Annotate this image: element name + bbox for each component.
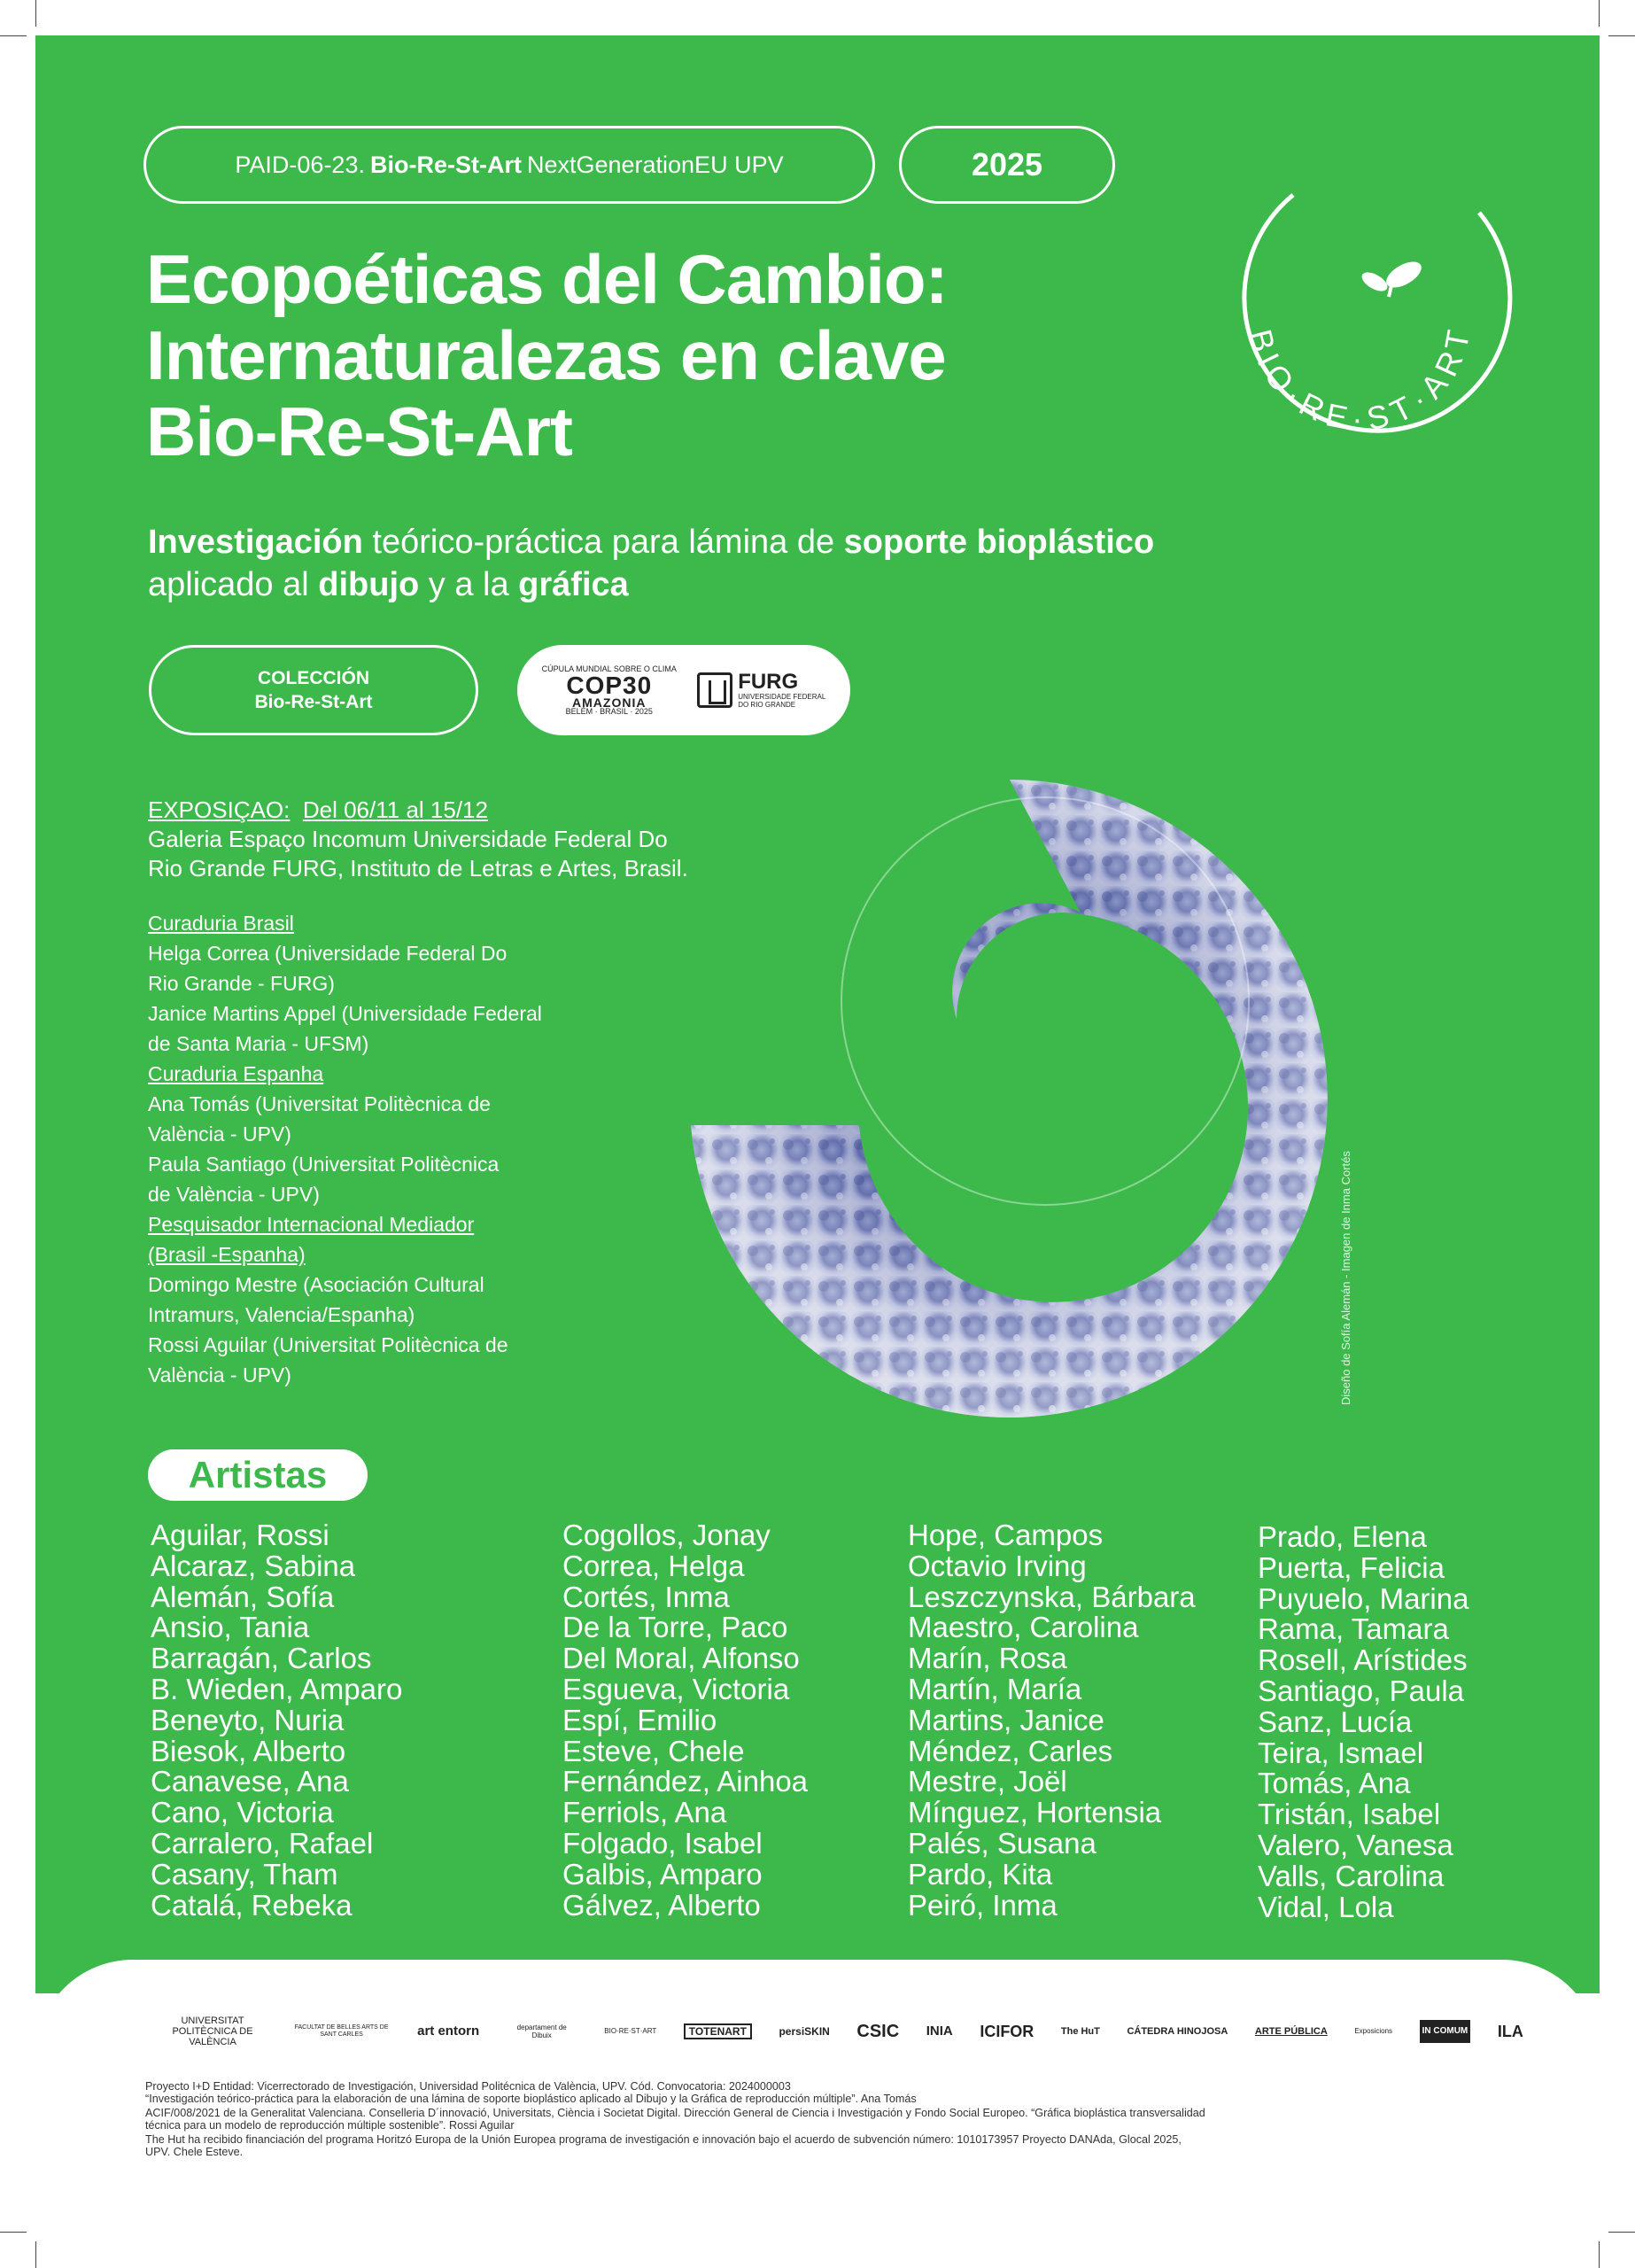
crop-mark	[1599, 0, 1600, 27]
upv-text: UNIVERSITAT POLITÈCNICA DE VALÈNCIA	[172, 2016, 253, 2047]
artists-heading: Artistas	[148, 1449, 368, 1501]
crop-mark	[1608, 2232, 1635, 2233]
crop-mark	[1608, 35, 1635, 36]
collection-name: Bio-Re-St-Art	[254, 692, 373, 712]
incomum-text: IN COMUM	[1420, 2020, 1471, 2043]
exhibition-dates: Del 06/11 al 15/12	[302, 796, 488, 823]
exhibition-info	[148, 796, 786, 883]
exhibition-label: EXPOSIÇAO:	[148, 796, 291, 823]
arte-publica-logo	[1255, 2026, 1328, 2037]
logo-text: BIO·RE·ST·ART	[1242, 320, 1478, 438]
artist-name: Cogollos, Jonay	[562, 1518, 771, 1551]
artist-name: Carralero, Rafael	[151, 1826, 374, 1860]
art-entorn-logo	[417, 2023, 480, 2039]
artist-name: Sanz, Lucía	[1258, 1705, 1413, 1738]
curator-line: Intramurs, Valencia/Espanha)	[148, 1303, 415, 1326]
artist-name: Esteve, Chele	[562, 1734, 745, 1767]
artist-name: Teira, Ismael	[1258, 1736, 1424, 1769]
catedra-hinojosa-logo	[1127, 2026, 1228, 2037]
crop-mark	[0, 35, 27, 36]
bio-re-st-art-small-logo	[604, 2026, 656, 2037]
furg-icon	[697, 672, 732, 708]
subtitle-part: y a la	[419, 566, 519, 603]
curator-line: València - UPV)	[148, 1122, 291, 1146]
curator-line: Ana Tomás (Universitat Politècnica de	[148, 1092, 491, 1115]
subtitle-part: soporte bioplástico	[843, 524, 1155, 561]
subtitle-part: teórico-práctica para lámina de	[362, 524, 844, 561]
artist-name: Rosell, Arístides	[1258, 1643, 1468, 1677]
artist-name: Maestro, Carolina	[908, 1611, 1139, 1644]
artist-name: Cano, Victoria	[151, 1796, 334, 1829]
curator-line: Janice Martins Appel (Universidade Federal	[148, 1002, 542, 1025]
hinojosa-text: CÁTEDRA HINOJOSA	[1127, 2026, 1228, 2037]
hut-text: The HuT	[1060, 2026, 1100, 2037]
artist-name: Vidal, Lola	[1258, 1890, 1394, 1923]
artist-name: Puerta, Felicia	[1258, 1550, 1445, 1584]
exhibition-venue: Galeria Espaço Incomum Universidade Federal Do	[148, 826, 668, 852]
artist-name: Mestre, Joël	[908, 1765, 1067, 1798]
bellas-artes-logo	[293, 2024, 391, 2039]
curators-heading: (Brasil -Espanha)	[148, 1243, 306, 1266]
artist-name: Aguilar, Rossi	[151, 1518, 329, 1551]
tag-prefix: PAID-06-23.	[235, 151, 365, 178]
artist-name: Alemán, Sofía	[151, 1580, 335, 1613]
the-hut-logo	[1061, 2026, 1100, 2037]
exposicions-text: Exposicions	[1354, 2027, 1393, 2035]
artist-name: De la Torre, Paco	[562, 1611, 788, 1644]
furg-name: FURG	[738, 670, 799, 694]
subtitle	[148, 521, 1154, 606]
dibuix-logo	[507, 2023, 577, 2039]
artist-name: Biesok, Alberto	[151, 1734, 346, 1767]
funding-notes	[145, 2080, 1527, 2158]
subtitle-part: dibujo	[318, 566, 420, 603]
funding-line: Proyecto I+D Entidad: Vicerrectorado de Investigación, Universidad Politécnica de València, UPV. Cód. Convocatoria: 2024000003	[145, 2080, 791, 2093]
curator-line: Rossi Aguilar (Universitat Politècnica de	[148, 1333, 508, 1356]
curator-line: Helga Correa (Universidade Federal Do	[148, 942, 508, 965]
icifor-logo	[980, 2023, 1034, 2040]
artist-name: Octavio Irving	[908, 1549, 1087, 1582]
cop-name: AMAZONIA	[572, 695, 647, 710]
cop-city: BELÉM · BRASIL · 2025	[565, 707, 653, 716]
arte-publica-text: ARTE PÚBLICA	[1254, 2026, 1328, 2037]
year-badge: 2025	[899, 126, 1115, 204]
ila-logo	[1497, 2023, 1523, 2040]
tag-project-name: Bio-Re-St-Art	[369, 151, 522, 178]
cop-big: COP30	[566, 672, 653, 699]
artist-name: Esgueva, Victoria	[562, 1672, 790, 1705]
artist-name: Catalá, Rebeka	[151, 1888, 353, 1922]
artist-name: Fernández, Ainhoa	[562, 1765, 809, 1798]
title-line-3: Bio-Re-St-Art	[146, 392, 572, 470]
artist-name: Alcaraz, Sabina	[151, 1549, 356, 1582]
artists-column-2	[562, 1520, 808, 1921]
curator-line: Domingo Mestre (Asociación Cultural	[148, 1273, 484, 1296]
artist-name: Valls, Carolina	[1258, 1859, 1445, 1892]
artist-name: Hope, Campos	[908, 1518, 1104, 1551]
artist-name: Méndez, Carles	[908, 1734, 1113, 1767]
artist-name: Leszczynska, Bárbara	[908, 1580, 1196, 1613]
crop-mark	[0, 2232, 27, 2233]
artist-name: Canavese, Ana	[151, 1765, 349, 1798]
crop-mark	[35, 0, 36, 27]
ila-text: ILA	[1497, 2023, 1523, 2040]
inia-text: INIA	[926, 2023, 953, 2039]
collection-badge	[149, 645, 478, 735]
artist-name: Tomás, Ana	[1258, 1767, 1411, 1800]
funding-line: UPV. Chele Esteve.	[145, 2146, 244, 2158]
artist-name: Folgado, Isabel	[562, 1826, 763, 1860]
artist-name: Tristán, Isabel	[1258, 1798, 1441, 1831]
artist-name: Marín, Rosa	[908, 1642, 1067, 1675]
curators-heading: Pesquisador Internacional Mediador	[148, 1213, 475, 1236]
bio-text: BIO·RE·ST·ART	[604, 2027, 657, 2035]
artist-name: Ansio, Tania	[151, 1611, 310, 1644]
artist-name: Del Moral, Alfonso	[562, 1642, 800, 1675]
sponsor-logos	[159, 2000, 1523, 2062]
artist-name: Puyuelo, Marina	[1258, 1581, 1469, 1615]
curator-line: Rio Grande - FURG)	[148, 972, 335, 995]
curator-line: de València - UPV)	[148, 1183, 320, 1206]
artist-name: Casany, Tham	[151, 1857, 338, 1891]
inia-logo	[926, 2023, 953, 2039]
furg-sub: DO RIO GRANDE	[738, 701, 796, 709]
sprout-icon	[1359, 256, 1425, 297]
incomum-logo	[1420, 2020, 1471, 2043]
artist-name: Martín, María	[908, 1672, 1082, 1705]
artist-name: Rama, Tamara	[1258, 1612, 1449, 1646]
project-tag	[143, 126, 875, 204]
artist-name: Martins, Janice	[908, 1703, 1104, 1736]
curator-line: Paula Santiago (Universitat Politècnica	[148, 1153, 500, 1176]
art-entorn-text: art entorn	[417, 2023, 480, 2039]
artist-name: Santiago, Paula	[1258, 1674, 1465, 1707]
crop-mark	[1599, 2241, 1600, 2268]
poster	[35, 35, 1600, 2233]
artists-column-4	[1258, 1522, 1468, 1922]
curator-line: València - UPV)	[148, 1363, 291, 1386]
curators-heading: Curaduria Espanha	[148, 1062, 324, 1085]
title-line-2: Internaturalezas en clave	[146, 316, 946, 394]
page-title	[146, 241, 948, 470]
artist-name: Prado, Elena	[1258, 1520, 1427, 1553]
subtitle-part: gráfica	[518, 566, 629, 603]
artist-name: Ferriols, Ana	[562, 1796, 727, 1829]
csic-logo	[856, 2022, 900, 2041]
funding-line: “Investigación teórico-práctica para la elaboración de una lámina de soporte bioplástico aplicado al Dibujo y la Gráfica de reproducción múltiple”. Ana Tomás	[145, 2093, 917, 2105]
artist-name: Beneyto, Nuria	[151, 1703, 345, 1736]
artist-name: Valero, Vanesa	[1258, 1828, 1453, 1861]
curators-heading: Curaduria Brasil	[148, 912, 294, 935]
artist-name: Espí, Emilio	[562, 1703, 717, 1736]
bellas-text: FACULTAT DE BELLES ARTS DE SANT CARLES	[294, 2024, 389, 2038]
title-line-1: Ecopoéticas del Cambio:	[146, 240, 948, 318]
furg-logo	[697, 672, 825, 709]
dibuix-text: departament de Dibuix	[516, 2023, 567, 2039]
artist-name: B. Wieden, Amparo	[151, 1672, 403, 1705]
artists-column-1	[151, 1520, 402, 1921]
totenart-text: TOTENART	[684, 2023, 752, 2039]
cop-top: CÚPULA MUNDIAL SOBRE O CLIMA	[541, 664, 677, 673]
artist-name: Barragán, Carlos	[151, 1642, 372, 1675]
artist-name: Galbis, Amparo	[562, 1857, 763, 1891]
bio-re-st-art-logo	[1187, 142, 1523, 478]
curator-line: de Santa Maria - UFSM)	[148, 1032, 369, 1055]
artist-name: Peiró, Inma	[908, 1888, 1058, 1922]
crop-mark	[35, 2241, 36, 2268]
furg-sub: UNIVERSIDADE FEDERAL	[738, 693, 826, 701]
artist-name: Palés, Susana	[908, 1826, 1096, 1860]
image-credit: Diseño de Sofía Alemán - Imagen de Inma Cortés	[1339, 1151, 1352, 1405]
funding-line: ACIF/008/2021 de la Generalitat Valenciana. Conselleria D´innovació, Universitats, Ciència i Societat Digital. Dirección General de Ciencia i Investigación y Fondo Social Europeo. “Gráfica bioplástica transversalidad	[145, 2107, 1205, 2119]
curators-list	[148, 908, 626, 1390]
artist-name: Pardo, Kita	[908, 1857, 1053, 1891]
upv-logo	[159, 2016, 266, 2047]
collection-label: COLECCIÓN	[258, 668, 369, 688]
exhibition-venue: Rio Grande FURG, Instituto de Letras e Artes, Brasil.	[148, 855, 688, 882]
artist-name: Correa, Helga	[562, 1549, 745, 1582]
funding-line: The Hut ha recibido financiación del programa Horitzó Europa de la Unión Europea programa de investigación e innovación bajo el acuerdo de subvención número: 1010173957 Proyecto DANAda, Glocal 2025,	[145, 2133, 1182, 2146]
subtitle-part: aplicado al	[148, 566, 319, 603]
artist-name: Gálvez, Alberto	[562, 1888, 761, 1922]
icifor-text: ICIFOR	[980, 2023, 1034, 2040]
artists-column-3	[908, 1520, 1196, 1921]
persiskin-logo	[779, 2026, 829, 2037]
totenart-logo	[684, 2023, 752, 2039]
artist-name: Cortés, Inma	[562, 1580, 730, 1613]
tag-suffix: NextGenerationEU UPV	[526, 151, 784, 178]
subtitle-part: Investigación	[148, 524, 363, 561]
csic-text: CSIC	[856, 2022, 900, 2041]
funding-line: técnica para un modelo de reproducción múltiple sostenible”. Rossi Aguilar	[145, 2119, 515, 2132]
artist-name: Mínguez, Hortensia	[908, 1796, 1162, 1829]
exposicions-logo	[1354, 2026, 1392, 2037]
persiskin-text: persiSKIN	[779, 2025, 830, 2038]
